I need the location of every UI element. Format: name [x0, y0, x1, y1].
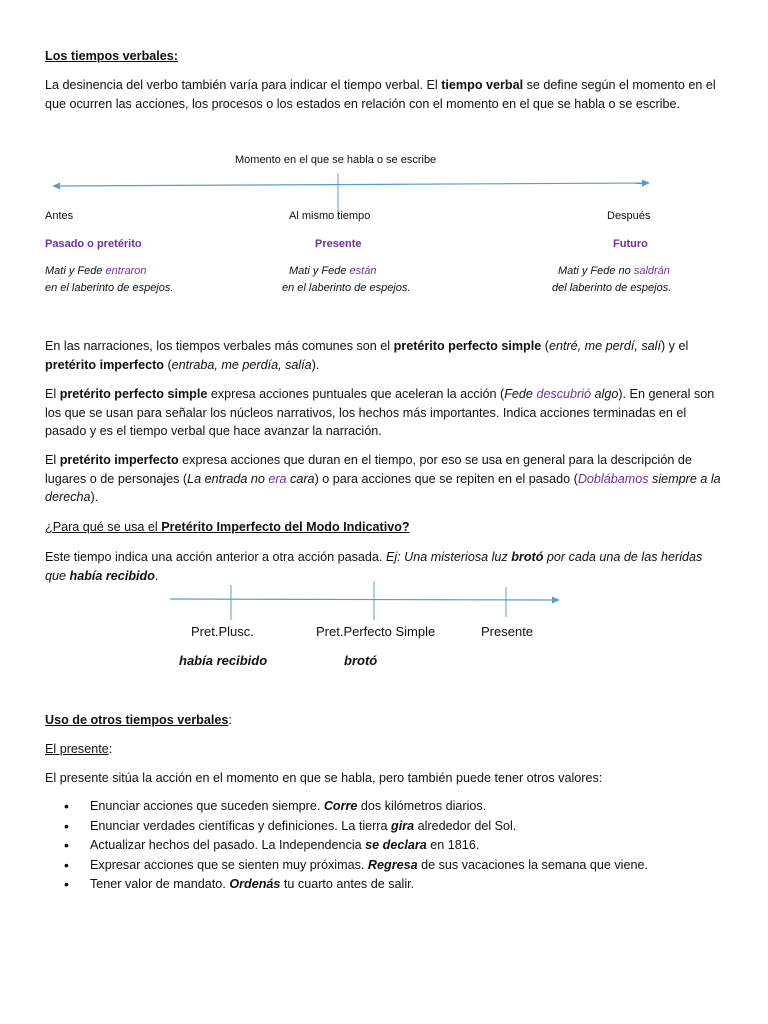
timeline2-example-broto: brotó	[344, 653, 378, 668]
paragraph-perfecto-simple: El pretérito perfecto simple expresa acciones puntuales que aceleran la acción (Fede descubrió algo). En general son los que se usan para señalar los núcleos narrativos, los hechos más importantes. Indica acciones terminadas en el pasado y es el tiempo verbal que hace avanzar la narración.	[45, 387, 715, 438]
timeline-example-pasado: Mati y Fede entraron	[45, 265, 147, 277]
timeline-tense-presente: Presente	[315, 238, 362, 250]
paragraph-imperfecto: El pretérito imperfecto expresa acciones que duran en el tiempo, por eso se usa en general para la descripción de lugares o de personajes (La entrada no era cara) o para acciones que se repiten en el pasado (Doblábamos siempre a la derecha).	[45, 453, 721, 504]
timeline-position-despues: Después	[607, 210, 651, 222]
timeline-example-presente-2: en el laberinto de espejos.	[282, 282, 411, 294]
timeline-position-mismo: Al mismo tiempo	[289, 210, 371, 222]
timeline-tense-futuro: Futuro	[613, 238, 648, 250]
timeline-example-futuro: Mati y Fede no saldrán	[558, 265, 670, 277]
paragraph-presente-desc: El presente sitúa la acción en el momento en que se habla, pero también puede tener otros valores:	[45, 771, 603, 785]
subsection-presente-heading: El presente:	[45, 742, 113, 756]
list-item: • Actualizar hechos del pasado. La Independencia se declara en 1816.	[64, 836, 724, 856]
timeline-caption: Momento en el que se habla o se escribe	[235, 154, 437, 166]
timeline-example-futuro-2: del laberinto de espejos.	[552, 282, 672, 294]
timeline-axis	[58, 183, 644, 186]
paragraph-narraciones: En las narraciones, los tiempos verbales más comunes son el pretérito perfecto simple (entré, me perdí, salí) y el pretérito imperfecto (entraba, me perdía, salía).	[45, 339, 689, 372]
intro-bold-term: tiempo verbal	[441, 78, 524, 92]
timeline-arrow-right	[642, 180, 650, 187]
page-title: Los tiempos verbales:	[45, 49, 178, 63]
paragraph-plusc: Este tiempo indica una acción anterior a otra acción pasada. Ej: Una misteriosa luz brotó por cada una de las heridas que había recibido.	[45, 550, 703, 583]
list-item: • Tener valor de mandato. Ordenás tu cuarto antes de salir.	[64, 875, 724, 895]
section-question-heading: ¿Para qué se usa el Pretérito Imperfecto del Modo Indicativo?	[45, 520, 410, 534]
timeline2-label-presente: Presente	[481, 624, 534, 639]
timeline2-axis	[170, 599, 552, 600]
timeline-arrow-left	[52, 183, 60, 190]
timeline2-example-habia: había recibido	[179, 653, 268, 668]
intro-text-2: se define según el momento en el que ocurren las acciones, los procesos o los estados en relación con el momento en el que se habla o se escribe.	[45, 78, 716, 111]
timeline-example-presente: Mati y Fede están	[289, 265, 377, 277]
timeline2-label-plusc: Pret.Plusc.	[191, 624, 254, 639]
presente-uses-list	[64, 797, 724, 895]
list-item: • Enunciar acciones que suceden siempre. Corre dos kilómetros diarios.	[64, 797, 724, 817]
timeline-tense-pasado: Pasado o pretérito	[45, 238, 142, 250]
section-uso-heading: Uso de otros tiempos verbales:	[45, 713, 232, 727]
timeline-example-pasado-2: en el laberinto de espejos.	[45, 282, 174, 294]
timeline2-arrow-right	[552, 597, 560, 604]
timeline-position-antes: Antes	[45, 210, 74, 222]
intro-text-1: La desinencia del verbo también varía para indicar el tiempo verbal. El	[45, 78, 442, 92]
list-item: • Enunciar verdades científicas y definiciones. La tierra gira alrededor del Sol.	[64, 817, 724, 837]
list-item: • Expresar acciones que se sienten muy próximas. Regresa de sus vacaciones la semana que viene.	[64, 856, 724, 876]
timeline2-label-perfecto: Pret.Perfecto Simple	[316, 624, 436, 639]
